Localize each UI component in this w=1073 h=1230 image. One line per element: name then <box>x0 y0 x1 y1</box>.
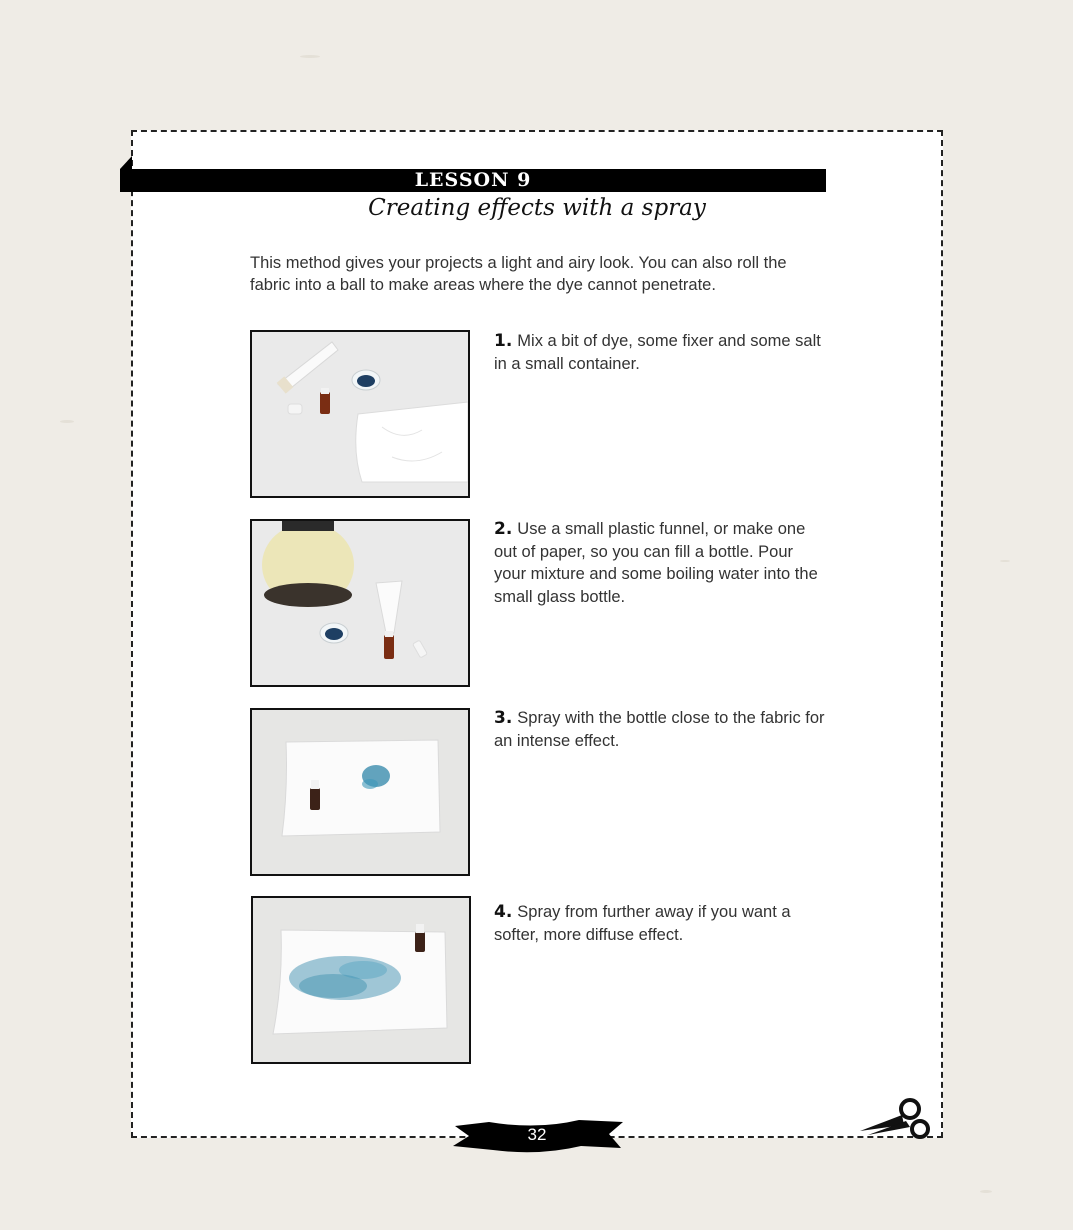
lesson-subtitle: Creating effects with a spray <box>368 195 706 221</box>
lesson-title: LESSON 9 <box>414 169 532 191</box>
dye-ingredients-photo <box>250 330 470 498</box>
intro-paragraph: This method gives your projects a light and airy look. You can also roll the fabric into a ball to make areas where the dye cannot penetrate. <box>250 254 787 294</box>
step-1-description: Mix a bit of dye, some fixer and some salt in a small container. <box>494 332 821 373</box>
step-3-description: Spray with the bottle close to the fabric for an intense effect. <box>494 709 825 750</box>
step-4-number: 4. <box>494 902 513 922</box>
paper-speck <box>980 1190 992 1193</box>
step-4-text <box>494 901 828 946</box>
paper-speck <box>1000 560 1010 562</box>
step-2-text <box>494 518 828 608</box>
close-spray-photo <box>250 708 470 876</box>
step-4-description: Spray from further away if you want a softer, more diffuse effect. <box>494 903 791 944</box>
paper-speck <box>300 55 320 58</box>
kettle-funnel-photo <box>250 519 470 687</box>
step-1-number: 1. <box>494 331 513 351</box>
banner-fold <box>120 156 132 169</box>
step-1-text <box>494 330 828 375</box>
page-number: 32 <box>527 1125 547 1144</box>
step-2-description: Use a small plastic funnel, or make one out of paper, so you can fill a bottle. Pour your mixture and some boiling water into the small glass bottle. <box>494 520 818 606</box>
step-2-number: 2. <box>494 519 513 539</box>
step-3-number: 3. <box>494 708 513 728</box>
step-3-text <box>494 707 828 752</box>
scissors-icon <box>858 1097 934 1141</box>
paper-speck <box>60 420 74 423</box>
diffuse-spray-photo <box>251 896 471 1064</box>
